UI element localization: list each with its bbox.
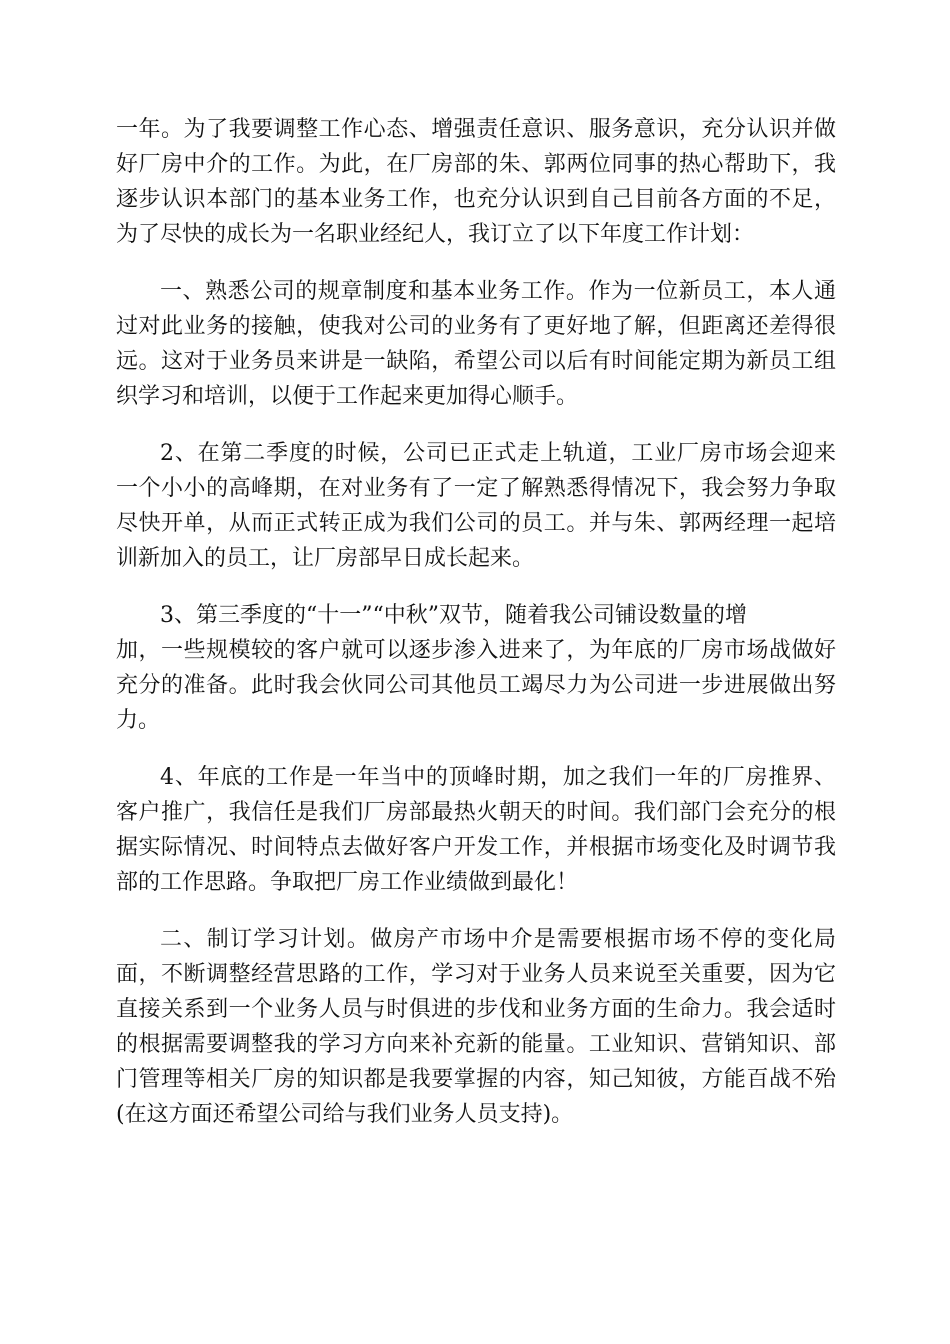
text-line: 一年。为了我要调整工作心态、增强责任意识、服务意识，充分认识并做 bbox=[116, 117, 836, 142]
paragraph-intro bbox=[116, 112, 836, 252]
text-line: 二、制订学习计划。做房产市场中介是需要根据市场不停的变化局 bbox=[160, 927, 836, 952]
document-body bbox=[116, 112, 836, 1154]
text-line: 尽快开单，从而正式转正成为我们公司的员工。并与朱、郭两经理一起培 bbox=[116, 511, 836, 536]
paragraph-item-3 bbox=[116, 598, 836, 738]
paragraph-item-4 bbox=[116, 760, 836, 900]
text-line: 面，不断调整经营思路的工作，学习对于业务人员来说至关重要，因为它 bbox=[116, 962, 836, 987]
text-line: 一个小小的高峰期，在对业务有了一定了解熟悉得情况下，我会努力争取 bbox=[116, 476, 836, 501]
text-line: 一、熟悉公司的规章制度和基本业务工作。作为一位新员工，本人通 bbox=[160, 279, 836, 304]
text-line: 织学习和培训，以便于工作起来更加得心顺手。 bbox=[116, 384, 579, 409]
text-line: 的根据需要调整我的学习方向来补充新的能量。工业知识、营销知识、部 bbox=[116, 1032, 836, 1057]
text-line: 好厂房中介的工作。为此，在厂房部的朱、郭两位同事的热心帮助下，我 bbox=[116, 152, 836, 177]
paragraph-item-2 bbox=[116, 436, 836, 576]
text-line: 力。 bbox=[116, 708, 161, 733]
paragraph-section-1 bbox=[116, 274, 836, 414]
text-line: 充分的准备。此时我会伙同公司其他员工竭尽力为公司进一步进展做出努 bbox=[116, 673, 836, 698]
text-line: (在这方面还希望公司给与我们业务人员支持)。 bbox=[116, 1102, 574, 1127]
text-line: 逐步认识本部门的基本业务工作，也充分认识到自己目前各方面的不足， bbox=[116, 187, 836, 212]
text-line: 3、第三季度的“十一”“中秋”双节，随着我公司铺设数量的增 bbox=[160, 603, 747, 628]
text-line: 远。这对于业务员来讲是一缺陷，希望公司以后有时间能定期为新员工组 bbox=[116, 349, 836, 374]
text-line: 过对此业务的接触，使我对公司的业务有了更好地了解，但距离还差得很 bbox=[116, 314, 836, 339]
text-line: 部的工作思路。争取把厂房工作业绩做到最化！ bbox=[116, 870, 579, 895]
text-line: 客户推广，我信任是我们厂房部最热火朝天的时间。我们部门会充分的根 bbox=[116, 800, 836, 825]
text-line: 加，一些规模较的客户就可以逐步渗入进来了，为年底的厂房市场战做好 bbox=[116, 638, 836, 663]
text-line: 据实际情况、时间特点去做好客户开发工作，并根据市场变化及时调节我 bbox=[116, 835, 836, 860]
text-line: 2、在第二季度的时候，公司已正式走上轨道，工业厂房市场会迎来 bbox=[160, 441, 836, 466]
text-line: 训新加入的员工，让厂房部早日成长起来。 bbox=[116, 546, 535, 571]
text-line: 直接关系到一个业务人员与时俱进的步伐和业务方面的生命力。我会适时 bbox=[116, 997, 836, 1022]
paragraph-section-2 bbox=[116, 922, 836, 1132]
text-line: 门管理等相关厂房的知识都是我要掌握的内容，知己知彼，方能百战不殆 bbox=[116, 1067, 836, 1092]
text-line: 为了尽快的成长为一名职业经纪人，我订立了以下年度工作计划： bbox=[116, 222, 755, 247]
text-line: 4、年底的工作是一年当中的顶峰时期，加之我们一年的厂房推界、 bbox=[160, 765, 836, 790]
